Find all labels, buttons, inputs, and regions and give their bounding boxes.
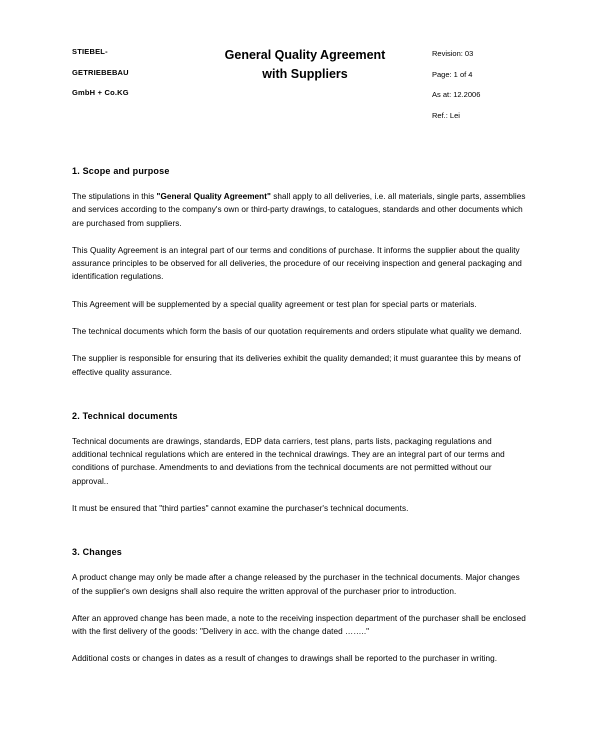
paragraph: The supplier is responsible for ensuring that its deliveries exhibit the quality demanded; it must guarantee this by means of effective quality assurance.	[72, 354, 521, 377]
paragraph: This Quality Agreement is an integral part of our terms and conditions of purchase. It informs the supplier about the quality assurance principles to be observed for all deliveries, the procedure of our receiving inspection and general packaging and identification regulations.	[72, 245, 522, 282]
page-title	[192, 46, 418, 85]
document-header	[72, 48, 528, 138]
section-heading: 1. Scope and purpose	[72, 166, 170, 176]
paragraph-text-bold: "General Quality Agreement"	[156, 192, 271, 201]
section-technical-documents	[72, 411, 528, 515]
page-title-line-1: General Quality Agreement	[224, 48, 386, 62]
paragraph-text-post: shall apply to all deliveries, i.e. all materials, single parts, assemblies and services according to the company's own or third-party drawings, to catalogues, standards and other documents which are purchased from suppliers.	[72, 192, 526, 228]
company-name-block	[72, 48, 192, 110]
paragraph	[72, 190, 528, 230]
document-body	[72, 166, 528, 666]
section-spacer	[72, 401, 528, 411]
page-title-line-2: with Suppliers	[262, 67, 348, 82]
paragraph: A product change may only be made after a change released by the purchaser in the technical documents. Major changes of the supplier's own designs shall also require the written approval of the purchaser prior to introduction.	[72, 573, 520, 596]
paragraph: The technical documents which form the basis of our quotation requirements and orders stipulate what quality we demand.	[72, 326, 522, 336]
section-heading: 2. Technical documents	[72, 410, 178, 421]
paragraph: This Agreement will be supplemented by a special quality agreement or test plan for special parts or materials.	[72, 299, 477, 309]
company-line-1: STIEBEL-	[72, 47, 108, 56]
paragraph: It must be ensured that "third parties" cannot examine the purchaser's technical documents.	[72, 503, 409, 513]
section-heading: 3. Changes	[72, 547, 123, 558]
document-metadata	[418, 50, 528, 132]
paragraph: After an approved change has been made, a note to the receiving inspection department of the purchaser shall be enclosed with the first delivery of the goods: "Delivery in acc. with the change dated …….."	[72, 613, 526, 637]
paragraph: Technical documents are drawings, standards, EDP data carriers, test plans, parts lists, packaging regulations and additional technical regulations which are entered in the technical drawings. They are an integral part of our terms and conditions of purchase. Amendments to and deviations from the technical documents are not permitted without our approval..	[72, 436, 505, 486]
section-scope-and-purpose	[72, 166, 528, 379]
company-line-2: GETRIEBEBAU	[72, 67, 129, 77]
company-line-3: GmbH + Co.KG	[72, 88, 129, 97]
section-spacer	[72, 537, 528, 547]
paragraph: Additional costs or changes in dates as a result of changes to drawings shall be reported to the purchaser in writing.	[72, 654, 498, 664]
meta-as-at: As at: 12.2006	[432, 90, 481, 99]
meta-revision: Revision: 03	[432, 49, 474, 58]
meta-page: Page: 1 of 4	[432, 69, 473, 79]
paragraph-text-pre: The stipulations in this	[72, 192, 157, 201]
section-changes	[72, 547, 528, 665]
meta-ref: Ref.: Lei	[432, 110, 460, 120]
